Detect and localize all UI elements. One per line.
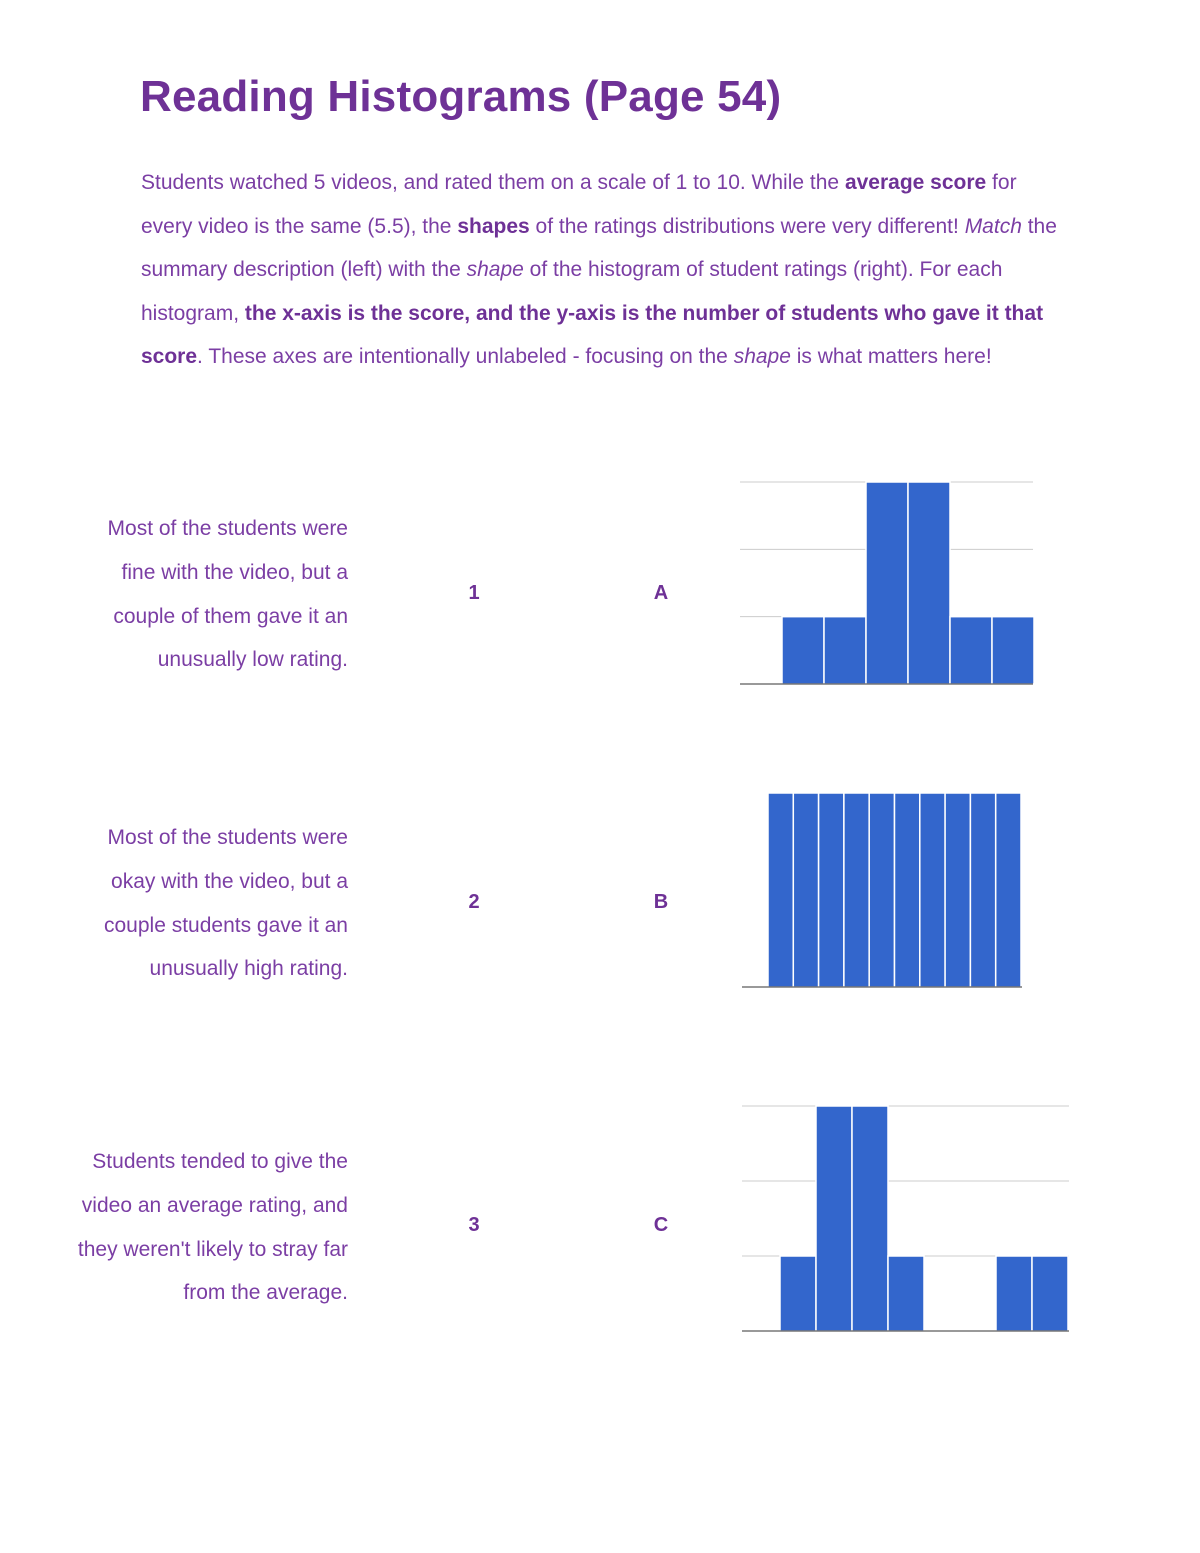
description-line: unusually high rating. [149, 957, 348, 981]
histogram-bar [852, 1106, 888, 1331]
item-letter-a: A [653, 582, 669, 604]
histogram-bar [996, 793, 1021, 987]
description-line: from the average. [183, 1281, 348, 1305]
histogram-bar [780, 1256, 816, 1331]
histogram-bar [920, 793, 945, 987]
intro-text: of the ratings distributions were very different! [529, 214, 965, 238]
item-number-2: 2 [468, 891, 480, 913]
description-line: couple of them gave it an [113, 604, 348, 628]
intro-italic: shape [733, 345, 791, 369]
description-line: okay with the video, but a [111, 869, 348, 893]
histogram-bar [992, 617, 1034, 684]
histogram-bar [888, 1256, 924, 1331]
intro-text: for every video is the same (5.5), the [141, 171, 1017, 238]
histogram-bar [996, 1256, 1032, 1331]
histogram-a [740, 482, 1035, 687]
intro-bold: the x-axis is the score, and the y-axis is the number of students who gave it that score [141, 301, 1044, 369]
histogram-bar [869, 793, 894, 987]
intro-text: . These axes are intentionally unlabeled - focusing on the [197, 345, 734, 369]
page-title: Reading Histograms (Page 54) [140, 72, 782, 121]
description-line: they weren't likely to stray far [77, 1237, 348, 1261]
intro-text: is what matters here! [790, 345, 992, 369]
histogram-bar [945, 793, 970, 987]
intro-italic: Match [964, 214, 1022, 238]
histogram-bar [950, 617, 992, 684]
description-3 [18, 1140, 348, 1315]
histogram-bar [1032, 1256, 1068, 1331]
histogram-bar [793, 793, 818, 987]
intro-bold: shapes [457, 214, 530, 238]
histogram-bar [970, 793, 995, 987]
description-1 [18, 507, 348, 682]
bars [780, 1106, 1068, 1331]
histogram-bar [816, 1106, 852, 1331]
intro-text: of the histogram of student ratings (right). For each histogram, [141, 258, 1003, 325]
description-line: couple students gave it an [103, 913, 348, 937]
item-letter-b: B [653, 891, 669, 913]
intro-bold: average score [844, 171, 987, 194]
histogram-bar [908, 482, 950, 684]
bars [782, 482, 1034, 684]
item-letter-c: C [653, 1214, 669, 1236]
histogram-bar [824, 617, 866, 684]
item-number-1: 1 [468, 582, 480, 604]
description-line: unusually low rating. [157, 648, 348, 672]
histogram-bar [895, 793, 920, 987]
intro-text: the summary description (left) with the [141, 214, 1057, 282]
description-line: Most of the students were [107, 517, 348, 540]
description-line: fine with the video, but a [121, 560, 348, 584]
intro-italic: shape [466, 258, 524, 282]
histogram-bar [782, 617, 824, 684]
description-2 [18, 816, 348, 991]
histogram-bar [768, 793, 793, 987]
intro-paragraph [141, 161, 1061, 379]
bars [768, 793, 1021, 987]
item-number-3: 3 [468, 1214, 480, 1236]
histogram-bar [844, 793, 869, 987]
description-line: Most of the students were [107, 826, 348, 849]
histogram-c [742, 1106, 1072, 1334]
histogram-bar [819, 793, 844, 987]
description-line: Students tended to give the [92, 1150, 348, 1173]
gridlines [742, 1106, 1069, 1256]
histogram-bar [866, 482, 908, 684]
intro-text: Students watched 5 videos, and rated them on a scale of 1 to 10. While the [141, 171, 845, 194]
description-line: video an average rating, and [81, 1193, 348, 1217]
histogram-b [742, 793, 1024, 990]
